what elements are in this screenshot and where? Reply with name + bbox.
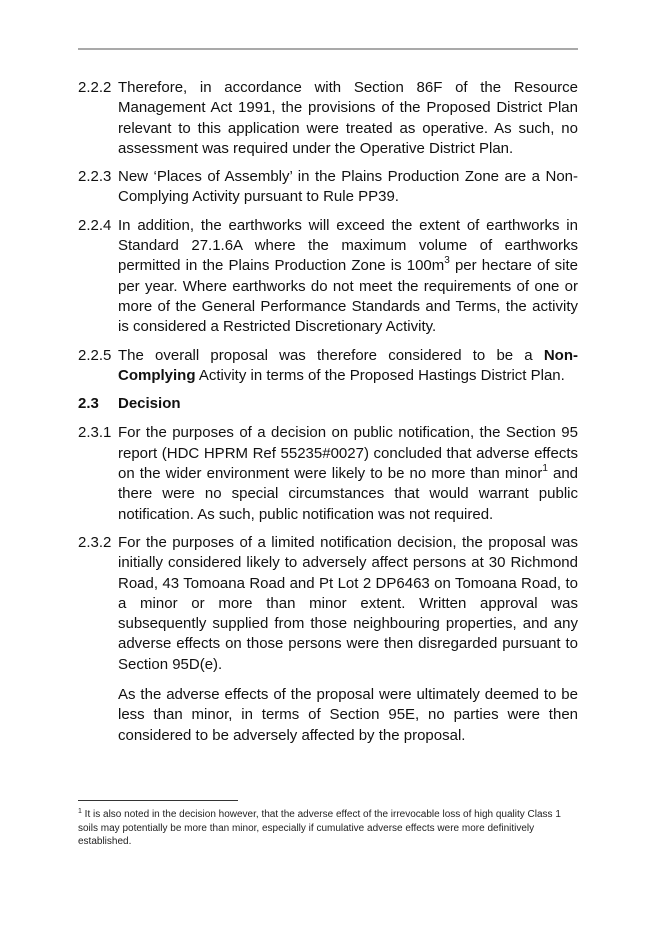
paragraph-2-3-1 [78,423,578,524]
paragraph-number: 2.2.4 [78,216,112,234]
paragraph-2-3-2 [78,533,578,675]
paragraph-text [118,216,578,338]
paragraph-2-2-5 [78,346,578,387]
paragraph-number: 2.3.2 [78,533,112,551]
paragraph-text: Therefore, in accordance with Section 86F of the Resource Management Act 1991, the provisions of the Proposed District Plan relevant to this application were treated as operative. As such, no assessment was required under the Operative District Plan. [118,79,578,157]
paragraph-2-2-4 [78,216,578,338]
paragraph-text [118,346,578,387]
section-number: 2.3 [78,395,99,413]
paragraph-text: For the purposes of a limited notification decision, the proposal was initially considered likely to adversely affect persons at 30 Richmond Road, 43 Tomoana Road and Pt Lot 2 DP6463 on Tomoana Road, to a minor or more than minor extent. Written approval was subsequently supplied from those neighbouring properties, and any adverse effects on those persons were then disregarded pursuant to Section 95D(e). [118,533,578,673]
paragraph-text: New ‘Places of Assembly’ in the Plains Production Zone are a Non-Complying Activity pursuant to Rule PP39. [118,168,578,206]
text-segment: In addition, the earthworks will exceed the extent of earthworks in Standard 27.1.6A where the maximum volume of earthworks permitted in the Plains Production Zone is 100m [118,216,578,275]
footnote-separator [78,800,238,801]
header-rule [78,48,578,50]
footnote-marker: 1 [78,807,82,815]
footnote-ref: 1 [542,463,548,475]
paragraph-number: 2.3.1 [78,424,112,442]
paragraph-number: 2.2.5 [78,346,112,364]
text-segment: For the purposes of a decision on public notification, the Section 95 report (HDC HPRM Ref 55235#0027) concluded that adverse effects on the wider environment were likely to be no more than minor [118,424,578,483]
text-segment: and there were no special circumstances that would warrant public notification. As such, public notification was not required. [118,465,579,523]
paragraph-number: 2.2.3 [78,168,112,186]
paragraph-text [118,423,578,524]
section-title: Decision [118,395,181,413]
text-segment: Activity in terms of the Proposed Hastings District Plan. [195,366,565,384]
text-segment: per hectare of site per year. Where earthworks do not meet the requirements of one or more of the General Performance Standards and Terms, the activity is considered a Restricted Discretionary Activity. [118,257,578,336]
paragraph-2-2-3 [78,167,578,208]
bold-term: Non-Complying [118,346,578,384]
footnote [78,808,578,849]
paragraph-2-2-2 [78,78,578,159]
section-heading [78,394,578,414]
footnote-text: It is also noted in the decision however, that the adverse effect of the irrevocable loss of high quality Class 1 soils may potentially be more than minor, especially if cumulative adverse effects were more definitively established. [78,809,561,847]
text-segment: The overall proposal was therefore considered to be a [118,346,544,364]
paragraph-continuation: As the adverse effects of the proposal were ultimately deemed to be less than minor, in terms of Section 95E, no parties were then considered to be adversely affected by the proposal. [118,686,578,744]
document-body [78,78,578,746]
superscript: 3 [444,255,450,267]
paragraph-number: 2.2.2 [78,79,112,96]
